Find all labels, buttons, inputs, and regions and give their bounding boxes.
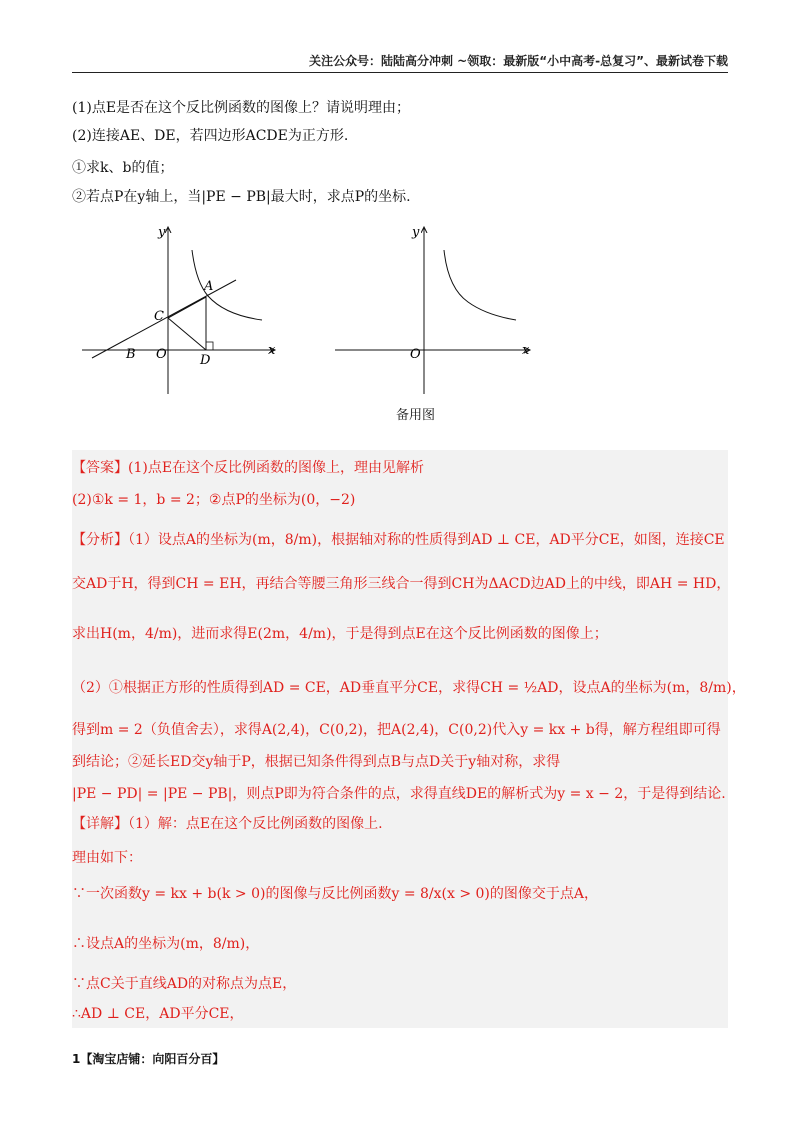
question-part-1: (1)点E是否在这个反比例函数的图像上？请说明理由；: [72, 100, 411, 116]
analysis-line: 到结论；②延长ED交y轴于P，根据已知条件得到点B与点D关于y轴对称，求得: [72, 754, 561, 770]
detail-line: ∵点C关于直线AD的对称点为点E，: [72, 976, 297, 992]
label-A: A: [204, 279, 214, 294]
label-O: O: [156, 347, 167, 362]
segment-CD: [168, 318, 206, 350]
page-footer: 1【淘宝店铺：向阳百分百】: [72, 1052, 225, 1066]
detail-line: 理由如下：: [72, 850, 142, 866]
label-y: y: [412, 225, 420, 240]
detail-line: ∴设点A的坐标为(m，8/m)，: [72, 936, 260, 952]
label-D: D: [200, 353, 211, 368]
label-O: O: [410, 347, 421, 362]
analysis-line: （2）①根据正方形的性质得到AD = CE，AD垂直平分CE，求得CH = ½AD，设点A的坐标为(m，8/m)，: [72, 680, 746, 696]
question-part-2-2: ②若点P在y轴上，当|PE − PB|最大时，求点P的坐标.: [72, 189, 411, 205]
label-x: x: [268, 343, 276, 358]
label-C: C: [154, 309, 164, 324]
analysis-line: 求出H(m，4/m)，进而求得E(2m，4/m)，于是得到点E在这个反比例函数的图像上；: [72, 626, 608, 642]
detail-line: 【详解】（1）解：点E在这个反比例函数的图像上.: [72, 816, 383, 832]
analysis-line: 【分析】（1）设点A的坐标为(m，8/m)，根据轴对称的性质得到AD ⊥ CE，AD平分CE，如图，连接CE: [72, 532, 725, 548]
question-part-2: (2)连接AE、DE，若四边形ACDE为正方形.: [72, 128, 349, 144]
label-y: y: [158, 225, 166, 240]
spare-figure: [330, 222, 540, 397]
right-angle-mark: [206, 342, 213, 350]
analysis-line: 得到m = 2（负值舍去），求得A(2,4)，C(0,2)，把A(2,4)，C(0,2)代入y = kx + b得，解方程组即可得: [72, 722, 721, 738]
answer-line: (2)①k = 1，b = 2；②点P的坐标为(0，−2): [72, 492, 356, 508]
main-figure: [80, 222, 280, 397]
label-B: B: [126, 347, 136, 362]
segment-CA: [168, 297, 206, 318]
figure-caption: 备用图: [396, 408, 436, 423]
detail-line: ∵一次函数y = kx + b(k > 0)的图像与反比例函数y = 8/x(x > 0)的图像交于点A，: [72, 886, 598, 902]
detail-line: ∴AD ⊥ CE，AD平分CE，: [72, 1006, 244, 1022]
label-x: x: [522, 343, 530, 358]
hyperbola-curve: [444, 250, 516, 320]
analysis-line: |PE − PD| = |PE − PB|，则点P即为符合条件的点，求得直线DE的解析式为y = x − 2，于是得到结论.: [72, 786, 726, 802]
page-header: 关注公众号：陆陆高分冲刺 ~领取：最新版“小中高考-总复习”、最新试卷下载: [72, 52, 728, 73]
question-part-2-1: ①求k、b的值；: [72, 160, 174, 176]
answer-line: 【答案】(1)点E在这个反比例函数的图像上，理由见解析: [72, 460, 425, 476]
analysis-line: 交AD于H，得到CH = EH，再结合等腰三角形三线合一得到CH为ΔACD边AD上的中线，即AH = HD，: [72, 576, 731, 592]
